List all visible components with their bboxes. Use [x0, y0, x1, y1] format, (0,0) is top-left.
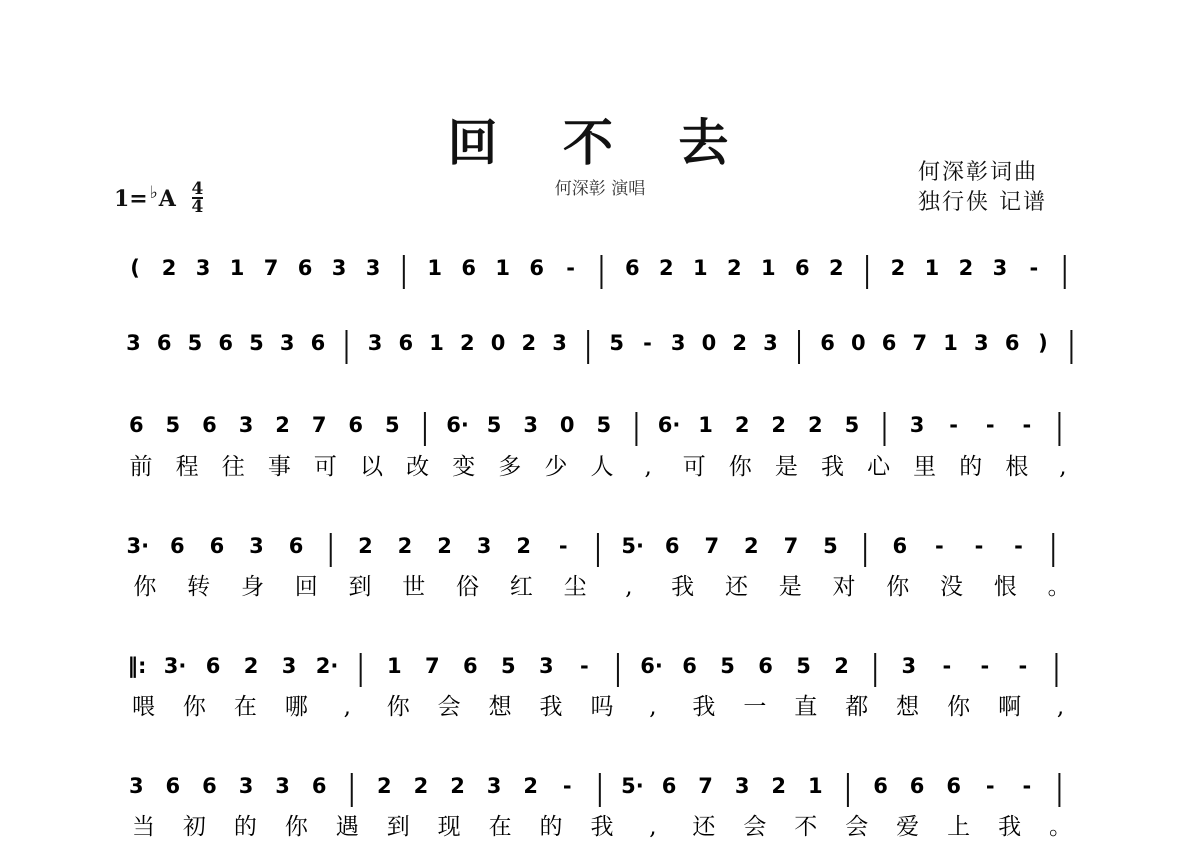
note: 3 — [552, 331, 567, 355]
note: 6 — [873, 774, 888, 798]
lyric-char: 上 — [947, 814, 971, 840]
note: 3 — [539, 654, 554, 678]
note: 1 — [427, 256, 442, 280]
note: 3 — [523, 413, 538, 437]
note: 6 — [624, 256, 640, 280]
lyric-char: 俗 — [456, 574, 480, 600]
lyric-char: 转 — [187, 574, 211, 600]
note: 3 — [126, 331, 141, 355]
note: 6 — [661, 774, 677, 798]
lyric-char: , — [625, 574, 633, 600]
note: 6 — [909, 774, 925, 798]
lyric-char: 是 — [774, 454, 798, 480]
lyric-char: , — [649, 694, 657, 720]
note: 5 — [384, 413, 400, 437]
lyric-char: 变 — [452, 454, 476, 480]
note: 1 — [229, 256, 245, 280]
lyric-char: 你 — [728, 454, 752, 480]
note: 6· — [657, 413, 681, 437]
note: 2 — [521, 331, 537, 355]
note: 7 — [783, 534, 799, 558]
note: 6 — [310, 331, 326, 355]
note: 5· — [621, 774, 644, 798]
note: - — [1029, 256, 1039, 280]
lyric-char: 回 — [294, 574, 318, 600]
note: 6 — [128, 413, 144, 437]
note: 6 — [348, 413, 364, 437]
lyric-char: 里 — [913, 454, 937, 480]
lyric-char: 初 — [182, 814, 206, 840]
note: 6 — [156, 331, 172, 355]
note: 3 — [763, 331, 778, 355]
note: 2· — [315, 654, 339, 678]
lyric-char: 我 — [998, 814, 1022, 840]
note: - — [1014, 534, 1023, 558]
note: - — [643, 331, 652, 355]
note: 5 — [844, 413, 860, 437]
lyric-char: 到 — [386, 814, 410, 840]
note: 6 — [165, 774, 181, 798]
note: 6 — [170, 534, 185, 558]
note: 6 — [202, 413, 217, 437]
note: 3 — [909, 413, 925, 437]
note: ) — [1038, 331, 1048, 355]
lyric-char: 你 — [133, 574, 157, 600]
note: 2 — [807, 413, 823, 437]
note: ( — [130, 256, 140, 280]
note: 5 — [823, 534, 838, 558]
song-title: 回 不 去 — [447, 113, 753, 172]
lyric-char: 遇 — [335, 814, 359, 840]
lyric-char: 你 — [386, 694, 410, 720]
note: 2 — [358, 534, 373, 558]
note: 2 — [516, 534, 531, 558]
note: 7 — [263, 256, 279, 280]
lyric-char: 哪 — [284, 694, 308, 720]
note: - — [1022, 774, 1032, 798]
note: 6 — [398, 331, 414, 355]
note: 2 — [744, 534, 759, 558]
note: 7 — [311, 413, 327, 437]
lyric-char: 当 — [131, 814, 155, 840]
lyric-char: 会 — [743, 814, 767, 840]
lyric-char: 你 — [284, 814, 308, 840]
note: 1 — [429, 331, 444, 355]
note: - — [935, 534, 944, 558]
note: 3 — [238, 413, 254, 437]
lyric-char: , — [1056, 694, 1065, 720]
note: - — [949, 413, 959, 437]
lyric-char: 现 — [437, 814, 461, 840]
note: 3 — [128, 774, 144, 798]
lyric-char: 不 — [794, 814, 818, 840]
lyric-char: 的 — [233, 814, 257, 840]
lyric-char: 都 — [845, 694, 869, 720]
note: 5 — [249, 331, 264, 355]
note: 2 — [275, 413, 290, 437]
note: 6 — [462, 654, 478, 678]
note: 7 — [704, 534, 720, 558]
lyric-char: 我 — [590, 814, 614, 840]
note: 3 — [279, 331, 295, 355]
note: 2 — [658, 256, 674, 280]
lyric-char: 我 — [539, 694, 563, 720]
note: 3 — [365, 256, 381, 280]
lyric-char: 心 — [867, 454, 891, 480]
lyric-char: 爱 — [896, 814, 920, 840]
note: 6 — [758, 654, 773, 678]
lyric-char: 人 — [590, 454, 614, 480]
note: 3 — [476, 534, 492, 558]
lyric-char: 想 — [488, 694, 512, 720]
lyric-char: 以 — [360, 454, 384, 480]
lyric-char: 的 — [539, 814, 563, 840]
note: - — [1022, 413, 1032, 437]
lyric-char: 少 — [544, 454, 568, 480]
note: - — [558, 534, 568, 558]
note: 3 — [249, 534, 264, 558]
note: 0 — [559, 413, 575, 437]
lyric-char: 吗 — [590, 694, 614, 720]
note: 7 — [698, 774, 713, 798]
lyric-char: , — [343, 694, 351, 720]
note: ‖: — [127, 654, 147, 678]
note: 1 — [943, 331, 958, 355]
note: 7 — [424, 654, 440, 678]
lyric-char: 尘 — [563, 574, 587, 600]
lyric-char: 的 — [959, 454, 983, 480]
note: 1 — [924, 256, 940, 280]
note: 3 — [974, 331, 989, 355]
lyric-char: 我 — [820, 454, 844, 480]
note: 2 — [243, 654, 259, 678]
note: 3 — [195, 256, 211, 280]
note: - — [985, 413, 995, 437]
note: 6 — [218, 331, 233, 355]
note: 0 — [851, 331, 866, 355]
lyric-char: 到 — [348, 574, 372, 600]
lyric-char: 在 — [233, 694, 257, 720]
note: 5 — [486, 413, 502, 437]
lyric-char: 世 — [402, 574, 426, 600]
lyric-char: 。 — [1047, 574, 1071, 600]
note: 3· — [126, 534, 150, 558]
note: 5· — [621, 534, 644, 558]
note: - — [579, 654, 589, 678]
lyric-char: 事 — [267, 454, 291, 480]
note: - — [980, 654, 990, 678]
note: 6 — [1004, 331, 1020, 355]
note: - — [566, 256, 576, 280]
lyric-char: 红 — [509, 574, 533, 600]
lyric-char: 多 — [498, 454, 522, 480]
note: 6 — [297, 256, 313, 280]
note: 2 — [958, 256, 974, 280]
note: 2 — [890, 256, 906, 280]
note: 2 — [377, 774, 392, 798]
note: 6 — [664, 534, 680, 558]
note: 2 — [413, 774, 429, 798]
lyric-char: 还 — [724, 574, 748, 600]
note: 5 — [720, 654, 735, 678]
note: 2 — [523, 774, 538, 798]
key-letter: A — [158, 186, 176, 212]
note: 1 — [692, 256, 708, 280]
note: 2 — [437, 534, 452, 558]
note: 5 — [609, 331, 624, 355]
note: 2 — [834, 654, 849, 678]
note: 6 — [892, 534, 908, 558]
note: 3 — [331, 256, 347, 280]
note: 3 — [367, 331, 383, 355]
note: 6 — [288, 534, 304, 558]
lyric-char: 我 — [692, 694, 716, 720]
lyric-char: 往 — [221, 454, 245, 480]
note: 3 — [992, 256, 1008, 280]
note: 3 — [275, 774, 290, 798]
note: 3 — [901, 654, 917, 678]
lyric-char: 直 — [794, 694, 818, 720]
note: - — [985, 774, 995, 798]
note: - — [974, 534, 984, 558]
time-numerator: 4 — [191, 179, 204, 199]
note: 3· — [163, 654, 187, 678]
note: 2 — [460, 331, 475, 355]
note: 3 — [486, 774, 502, 798]
note: 1 — [698, 413, 713, 437]
time-denominator: 4 — [191, 197, 204, 217]
note: 2 — [771, 774, 787, 798]
composer-credit: 何深彰词曲 — [918, 160, 1039, 185]
lyric-char: 改 — [406, 454, 430, 480]
lyric-char: 会 — [845, 814, 869, 840]
lyric-char: 没 — [940, 574, 964, 600]
lyric-char: 你 — [182, 694, 206, 720]
lyric-char: , — [649, 814, 657, 840]
note: 6· — [640, 654, 663, 678]
note: 2 — [771, 413, 787, 437]
note: 6 — [529, 256, 544, 280]
note: - — [562, 774, 572, 798]
lyric-char: 一 — [743, 694, 767, 720]
transcriber-credit: 独行侠 记谱 — [918, 190, 1047, 215]
lyric-char: 我 — [671, 574, 695, 600]
note: 2 — [726, 256, 742, 280]
lyric-char: 你 — [947, 694, 971, 720]
note: - — [1018, 654, 1028, 678]
note: 6 — [881, 331, 897, 355]
note: 1 — [495, 256, 510, 280]
note: 3 — [238, 774, 254, 798]
lyric-char: 可 — [313, 454, 337, 480]
lyric-char: 程 — [175, 454, 199, 480]
note: 6 — [461, 256, 476, 280]
note: 5 — [596, 413, 612, 437]
note: 0 — [701, 331, 717, 355]
note: 6 — [794, 256, 810, 280]
lyric-char: 对 — [832, 574, 856, 600]
lyric-char: 是 — [778, 574, 802, 600]
lyric-char: 你 — [886, 574, 910, 600]
lyric-char: 想 — [896, 694, 920, 720]
note: - — [942, 654, 952, 678]
lyric-char: 恨 — [993, 574, 1017, 600]
flat-sign: ♭ — [149, 183, 158, 203]
note: 2 — [732, 331, 748, 355]
note: 6 — [205, 654, 221, 678]
note: 5 — [796, 654, 811, 678]
note: 2 — [397, 534, 413, 558]
note: 0 — [490, 331, 506, 355]
lyric-char: 根 — [1005, 454, 1029, 480]
lyric-char: 前 — [129, 454, 153, 480]
note: 2 — [828, 256, 844, 280]
note: 1 — [386, 654, 402, 678]
lyric-char: , — [644, 454, 652, 480]
lyric-char: 在 — [488, 814, 512, 840]
note: 1 — [760, 256, 776, 280]
note: 2 — [450, 774, 465, 798]
note: 6 — [820, 331, 835, 355]
lyric-char: , — [1059, 454, 1067, 480]
note: 5 — [165, 413, 181, 437]
note: 6 — [682, 654, 697, 678]
note: 3 — [670, 331, 686, 355]
lyric-char: 会 — [437, 694, 461, 720]
key-prefix: 1= — [114, 186, 148, 212]
lyric-char: 身 — [240, 574, 264, 600]
note: 2 — [161, 256, 177, 280]
note: 7 — [912, 331, 928, 355]
note: 3 — [281, 654, 297, 678]
note: 3 — [734, 774, 750, 798]
note: 5 — [187, 331, 203, 355]
note: 6· — [446, 413, 469, 437]
singer-credit: 何深彰 演唱 — [554, 179, 646, 199]
note: 5 — [500, 654, 516, 678]
lyric-char: 可 — [682, 454, 706, 480]
lyric-char: 喂 — [131, 694, 155, 720]
lyric-char: 。 — [1049, 814, 1073, 840]
lyric-char: 还 — [692, 814, 716, 840]
note: 2 — [734, 413, 750, 437]
note: 6 — [202, 774, 217, 798]
note: 1 — [807, 774, 823, 798]
lyric-char: 啊 — [998, 694, 1022, 720]
note: 6 — [946, 774, 961, 798]
note: 6 — [209, 534, 225, 558]
note: 6 — [311, 774, 327, 798]
